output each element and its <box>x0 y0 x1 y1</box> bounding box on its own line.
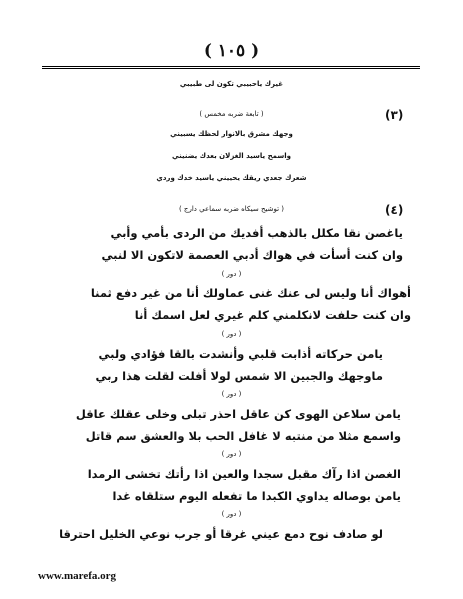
verse-line: أهواك أنا وليس لى عنك غنى عماولك أنا من غير دفع ثمنا <box>90 286 411 300</box>
verse-line: الغصن اذا رآك مقبل سجدا والعين اذا رأتك تخشى الرمدا <box>87 467 401 481</box>
page-number: ( ١٠٥ ) <box>203 41 260 61</box>
verse-line: ماوجهك والجبين الا شمس لولا أفلت لقلت هذا ربي <box>95 369 383 383</box>
header-rule-bottom <box>42 68 420 69</box>
section-number: (٣) <box>385 108 404 122</box>
verse-line: يامن بوصاله يداوي الكبدا ما تفعله اليوم ستلقاه غدا <box>112 489 401 503</box>
verse-line: ياغصن نقا مكلل بالذهب أفديك من الردى بأمي وأبي <box>110 226 403 240</box>
verse-line: وان كنت أسأت في هواك أدبي العصمة لاتكون الا لنبي <box>101 248 403 262</box>
dour-marker: ( دور ) <box>221 330 242 338</box>
verse-line: شعرك جعدي ريقك يحييني ياسيد خدك وردي <box>156 174 307 182</box>
dour-marker: ( دور ) <box>221 270 242 278</box>
footer-url: www.marefa.org <box>38 570 116 582</box>
header-rule-top <box>42 66 420 67</box>
dour-marker: ( دور ) <box>221 390 242 398</box>
verse-line: يامن سلاعن الهوى كن عاقل احذر تبلى وخلى عقلك عاقل <box>75 407 401 421</box>
section-subtitle: ( تابعة ضربه مخمس ) <box>199 110 264 118</box>
verse-line: وجهك مشرق بالانوار لحظك يسبيني <box>170 130 293 138</box>
dour-marker: ( دور ) <box>221 450 242 458</box>
verse-line: واسمع مثلا من منتبه لا غافل الحب بلا والعشق سم قاتل <box>85 429 401 443</box>
verse-line: وان كنت حلفت لانكلمني كلم غيري لعل اسمك أنا <box>134 308 411 322</box>
header-line: غيرك ياحبيبي تكون لى طبيبي <box>179 80 284 88</box>
verse-line: لو صادف نوح دمع عيني غرقا أو جرب نوعي الخليل احترقا <box>59 527 383 541</box>
dour-marker: ( دور ) <box>221 510 242 518</box>
verse-line: يامن حركاته أذابت قلبي وأنشدت بالقا فؤادي ولبي <box>98 347 383 361</box>
verse-line: واسمح ياسيد الغزلان بعدك يضنيني <box>172 152 291 160</box>
section-number: (٤) <box>385 203 404 217</box>
section-subtitle: ( توشيح سيكاه ضربه سماعي دارج ) <box>178 205 285 213</box>
